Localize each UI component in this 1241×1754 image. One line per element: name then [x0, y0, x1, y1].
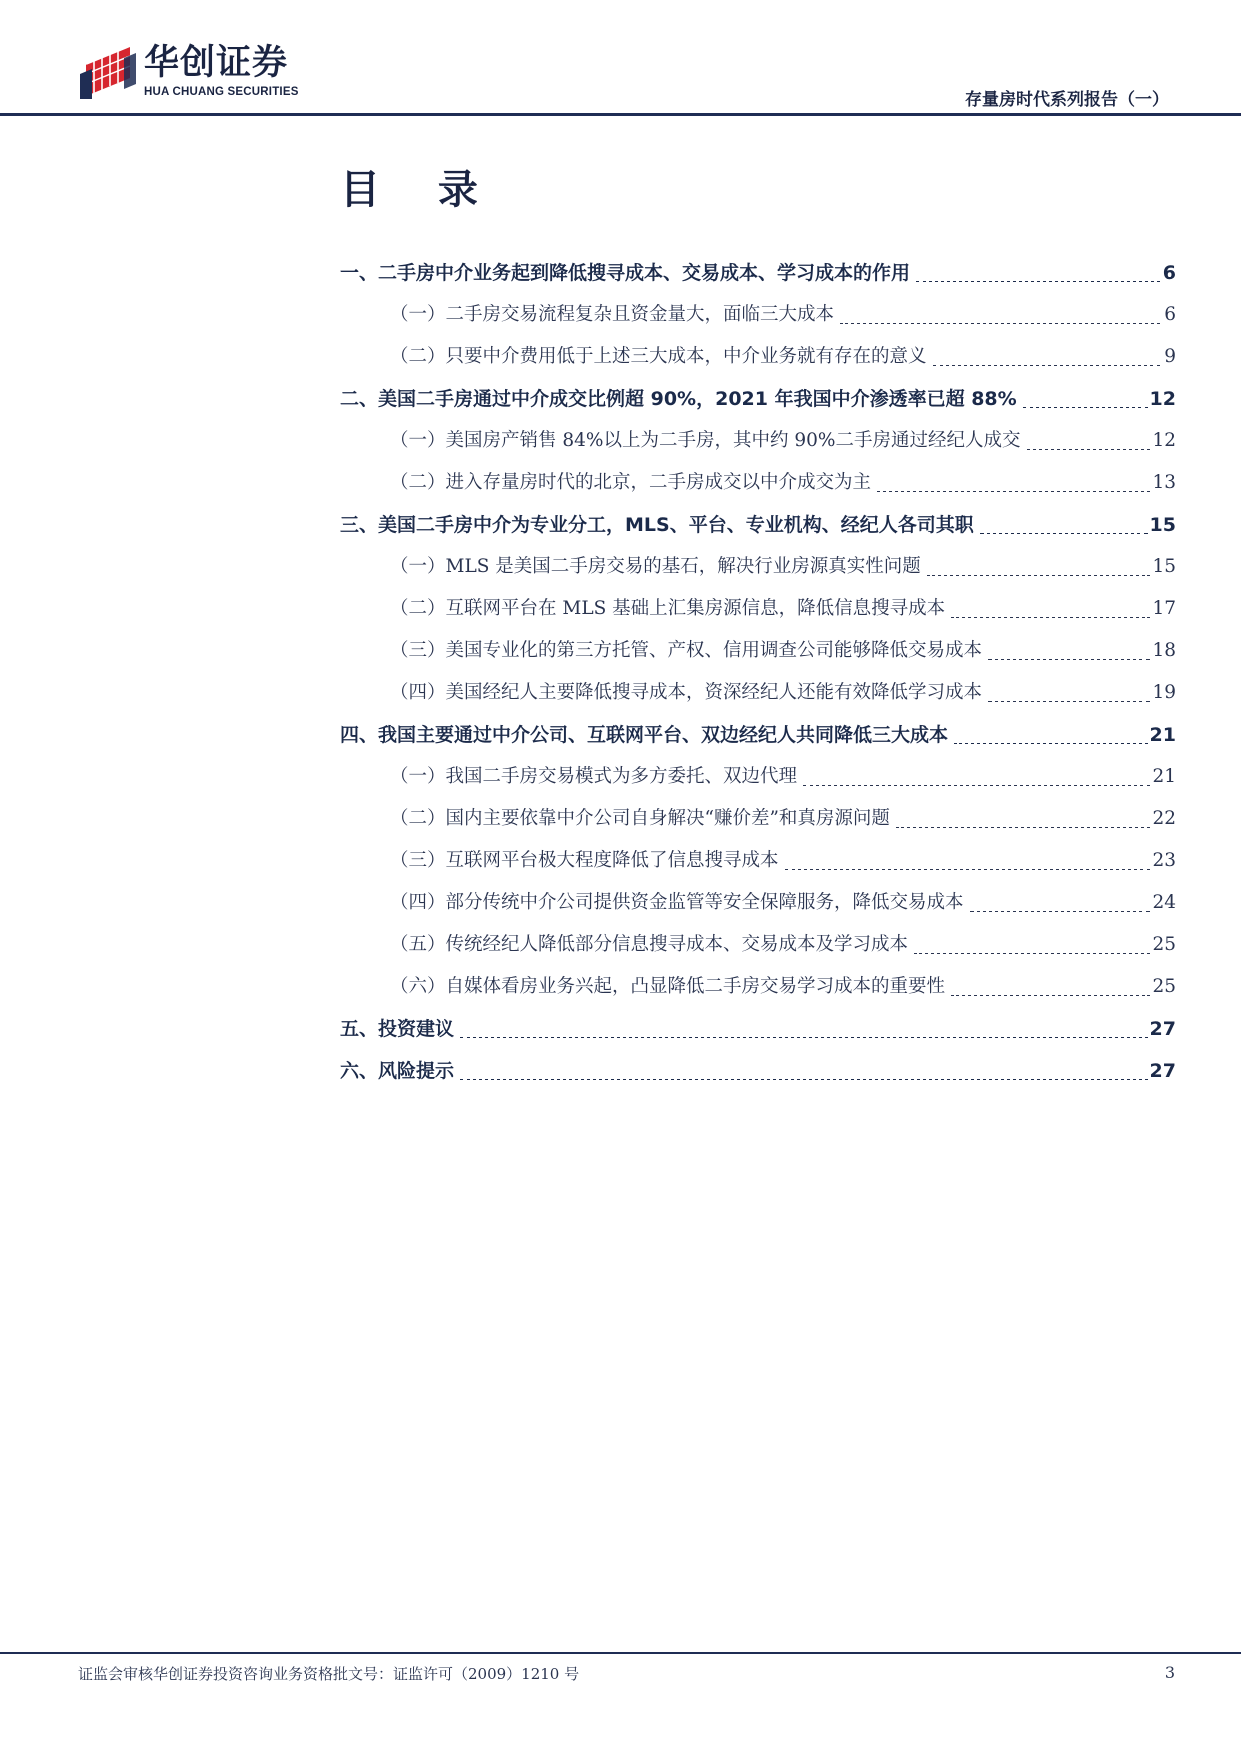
toc-entry-text: （一）我国二手房交易模式为多方委托、双边代理 — [390, 766, 798, 787]
toc-entry-text: （五）传统经纪人降低部分信息搜寻成本、交易成本及学习成本 — [390, 934, 909, 955]
toc-entry-page: 22 — [1152, 808, 1176, 829]
toc-leader-dots — [988, 701, 1150, 702]
toc-entry[interactable] — [340, 588, 1176, 630]
toc-entry-page: 15 — [1152, 556, 1176, 577]
toc-entry[interactable] — [340, 630, 1176, 672]
toc-entry-text: （二）国内主要依靠中介公司自身解决“赚价差”和真房源问题 — [390, 808, 890, 829]
toc-leader-dots — [951, 617, 1150, 618]
logo-english-name: HUA CHUANG SECURITIES — [144, 86, 299, 98]
toc-entry[interactable] — [340, 546, 1176, 588]
toc-entry-text: （四）美国经纪人主要降低搜寻成本，资深经纪人还能有效降低学习成本 — [390, 682, 983, 703]
toc-entry[interactable] — [340, 1008, 1176, 1050]
toc-entry-text: 六、风险提示 — [340, 1060, 455, 1082]
toc-entry[interactable] — [340, 1050, 1176, 1092]
toc-leader-dots — [916, 281, 1160, 282]
toc-entry[interactable] — [340, 714, 1176, 756]
toc-entry[interactable] — [340, 756, 1176, 798]
toc-entry-text: （二）互联网平台在 MLS 基础上汇集房源信息，降低信息搜寻成本 — [390, 598, 946, 619]
toc-entry-page: 21 — [1152, 766, 1176, 787]
toc-entry-page: 13 — [1152, 472, 1176, 493]
toc-leader-dots — [785, 869, 1151, 870]
toc-entry-text: 四、我国主要通过中介公司、互联网平台、双边经纪人共同降低三大成本 — [340, 724, 949, 746]
toc-entry-text: 五、投资建议 — [340, 1018, 455, 1040]
toc-entry-text: （一）MLS 是美国二手房交易的基石，解决行业房源真实性问题 — [390, 556, 921, 577]
toc-entry-text: （一）二手房交易流程复杂且资金量大，面临三大成本 — [390, 304, 835, 325]
toc-leader-dots — [988, 659, 1150, 660]
toc-entry[interactable] — [340, 252, 1176, 294]
toc-leader-dots — [954, 743, 1148, 744]
toc-entry-page: 12 — [1152, 430, 1176, 451]
logo-chinese-name: 华创证券 — [144, 43, 289, 83]
header-divider — [0, 113, 1241, 116]
toc-leader-dots — [803, 785, 1150, 786]
toc-leader-dots — [460, 1079, 1148, 1080]
toc-entry-page: 27 — [1149, 1060, 1176, 1082]
toc-entry-text: 三、美国二手房中介为专业分工，MLS、平台、专业机构、经纪人各司其职 — [340, 514, 974, 536]
toc-leader-dots — [970, 911, 1151, 912]
toc-entry-text: 一、二手房中介业务起到降低搜寻成本、交易成本、学习成本的作用 — [340, 262, 911, 284]
toc-leader-dots — [933, 365, 1160, 366]
toc-entry-page: 19 — [1152, 682, 1176, 703]
toc-entry[interactable] — [340, 966, 1176, 1008]
toc-entry[interactable] — [340, 378, 1176, 420]
toc-entry-text: （三）互联网平台极大程度降低了信息搜寻成本 — [390, 850, 779, 871]
toc-entry[interactable] — [340, 462, 1176, 504]
toc-entry-text: （三）美国专业化的第三方托管、产权、信用调查公司能够降低交易成本 — [390, 640, 983, 661]
table-of-contents — [340, 252, 1176, 1092]
toc-entry-text: （二）只要中介费用低于上述三大成本，中介业务就有存在的意义 — [390, 346, 927, 367]
toc-entry-page: 23 — [1152, 850, 1176, 871]
toc-leader-dots — [951, 995, 1150, 996]
toc-leader-dots — [1023, 407, 1148, 408]
page-number: 3 — [1164, 1663, 1175, 1682]
toc-entry-page: 12 — [1149, 388, 1176, 410]
toc-leader-dots — [914, 953, 1150, 954]
toc-leader-dots — [840, 323, 1160, 324]
toc-entry-page: 6 — [1164, 304, 1176, 325]
footer-divider — [0, 1652, 1241, 1654]
toc-entry[interactable] — [340, 294, 1176, 336]
toc-entry-page: 17 — [1152, 598, 1176, 619]
toc-entry-page: 24 — [1152, 892, 1176, 913]
toc-entry-text: 二、美国二手房通过中介成交比例超 90%，2021 年我国中介渗透率已超 88% — [340, 388, 1017, 410]
toc-entry-text: （二）进入存量房时代的北京，二手房成交以中介成交为主 — [390, 472, 872, 493]
toc-title: 目 录 — [340, 167, 500, 213]
toc-entry[interactable] — [340, 504, 1176, 546]
toc-entry[interactable] — [340, 882, 1176, 924]
toc-entry-page: 25 — [1152, 976, 1176, 997]
toc-entry[interactable] — [340, 672, 1176, 714]
toc-leader-dots — [460, 1037, 1148, 1038]
toc-entry[interactable] — [340, 798, 1176, 840]
toc-leader-dots — [927, 575, 1151, 576]
toc-entry-page: 6 — [1162, 262, 1176, 284]
company-logo — [78, 42, 308, 106]
footer-disclaimer: 证监会审核华创证券投资咨询业务资格批文号：证监许可（2009）1210 号 — [78, 1665, 580, 1683]
toc-leader-dots — [896, 827, 1151, 828]
toc-entry[interactable] — [340, 336, 1176, 378]
toc-entry-page: 9 — [1164, 346, 1176, 367]
toc-leader-dots — [877, 491, 1150, 492]
toc-leader-dots — [1027, 449, 1151, 450]
toc-entry-text: （一）美国房产销售 84%以上为二手房，其中约 90%二手房通过经纪人成交 — [390, 430, 1021, 451]
toc-entry-text: （六）自媒体看房业务兴起，凸显降低二手房交易学习成本的重要性 — [390, 976, 946, 997]
toc-entry-text: （四）部分传统中介公司提供资金监管等安全保障服务，降低交易成本 — [390, 892, 964, 913]
toc-entry-page: 15 — [1149, 514, 1176, 536]
page-header — [0, 0, 1241, 120]
logo-mark-icon — [78, 44, 138, 100]
toc-leader-dots — [980, 533, 1148, 534]
report-series-title: 存量房时代系列报告（一） — [965, 90, 1169, 110]
toc-entry-page: 25 — [1152, 934, 1176, 955]
toc-entry-page: 18 — [1152, 640, 1176, 661]
toc-entry[interactable] — [340, 420, 1176, 462]
toc-entry[interactable] — [340, 840, 1176, 882]
toc-entry[interactable] — [340, 924, 1176, 966]
toc-entry-page: 27 — [1149, 1018, 1176, 1040]
toc-entry-page: 21 — [1149, 724, 1176, 746]
